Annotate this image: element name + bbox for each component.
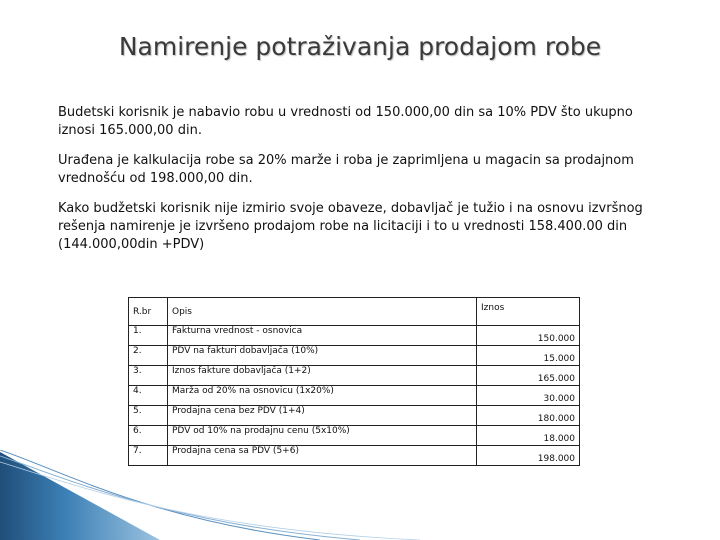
cell-iznos: 150.000 xyxy=(477,326,580,346)
table-row xyxy=(129,346,580,366)
cell-iznos: 18.000 xyxy=(477,426,580,446)
table-row xyxy=(129,426,580,446)
cell-opis: Fakturna vrednost - osnovica xyxy=(168,326,477,346)
table-row xyxy=(129,386,580,406)
table-header-row xyxy=(129,298,580,326)
cell-rbr: 5. xyxy=(129,406,168,426)
paragraph-calculation: Urađena je kalkulacija robe sa 20% marže i roba je zaprimljena u magacin sa prodajnom vrednošću od 198.000,00 din. xyxy=(58,153,634,186)
header-iznos: Iznos xyxy=(477,298,580,326)
table-row xyxy=(129,406,580,426)
page-title: Namirenje potraživanja prodajom robe xyxy=(118,32,602,61)
cell-opis: Prodajna cena sa PDV (5+6) xyxy=(168,446,477,466)
header-opis: Opis xyxy=(168,298,477,326)
cell-rbr: 4. xyxy=(129,386,168,406)
table-row xyxy=(129,366,580,386)
cell-iznos: 30.000 xyxy=(477,386,580,406)
cell-iznos: 198.000 xyxy=(477,446,580,466)
decorative-wave xyxy=(0,450,720,540)
cell-rbr: 3. xyxy=(129,366,168,386)
cell-opis: PDV na fakturi dobavljača (10%) xyxy=(168,346,477,366)
paragraph-purchase: Budetski korisnik je nabavio robu u vrednosti od 150.000,00 din sa 10% PDV što ukupno iznosi 165.000,00 din. xyxy=(58,105,633,138)
cell-rbr: 1. xyxy=(129,326,168,346)
paragraph-settlement: Kako budžetski korisnik nije izmirio svoje obaveze, dobavljač je tužio i na osnovu izvršnog rešenja namirenje je izvršeno prodajom robe na licitaciji i to u vrednosti 158.400.00 din (144.000,00din +PDV) xyxy=(58,201,643,252)
cell-iznos: 15.000 xyxy=(477,346,580,366)
wave-band xyxy=(0,452,160,540)
cell-opis: PDV od 10% na prodajnu cenu (5x10%) xyxy=(168,426,477,446)
calculation-table xyxy=(128,297,580,466)
cell-iznos: 180.000 xyxy=(477,406,580,426)
cell-rbr: 2. xyxy=(129,346,168,366)
header-rbr: R.br xyxy=(129,298,168,326)
cell-opis: Prodajna cena bez PDV (1+4) xyxy=(168,406,477,426)
cell-opis: Iznos fakture dobavljača (1+2) xyxy=(168,366,477,386)
cell-rbr: 7. xyxy=(129,446,168,466)
table-row xyxy=(129,326,580,346)
cell-opis: Marža od 20% na osnovicu (1x20%) xyxy=(168,386,477,406)
cell-rbr: 6. xyxy=(129,426,168,446)
cell-iznos: 165.000 xyxy=(477,366,580,386)
